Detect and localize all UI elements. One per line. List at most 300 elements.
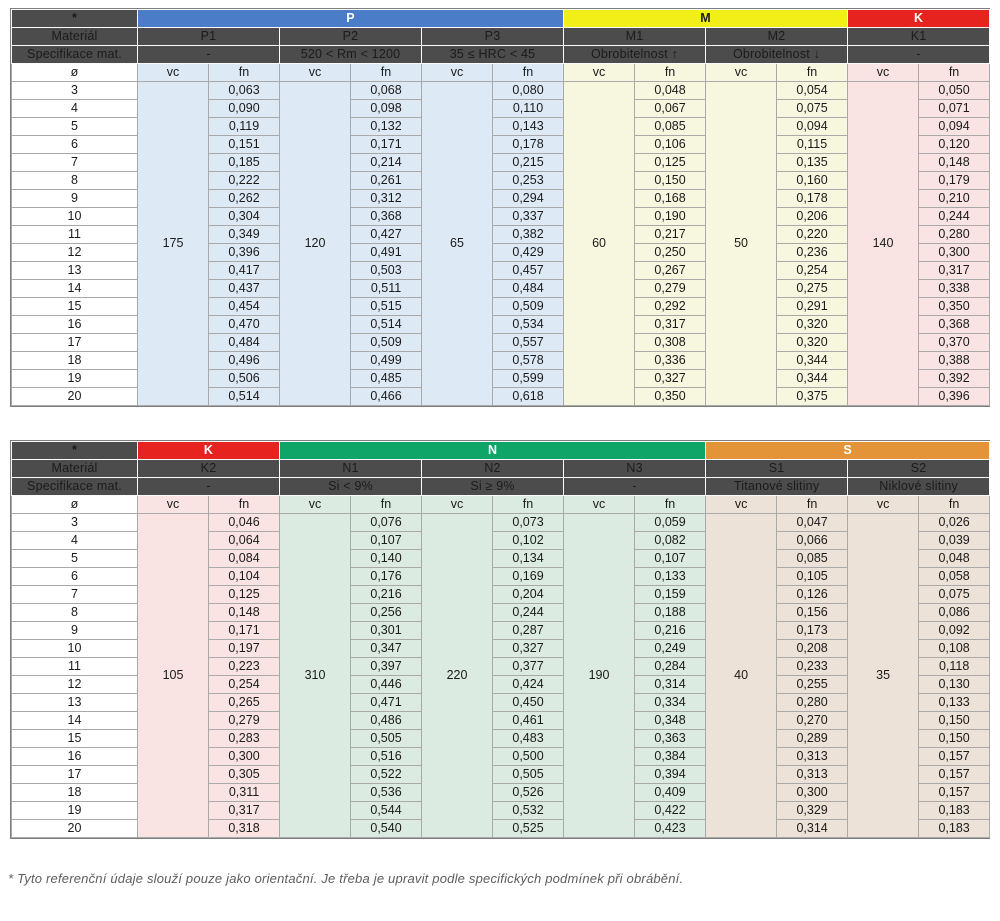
fn-value-N1: 0,471: [351, 694, 422, 712]
fn-value-S1: 0,313: [777, 766, 848, 784]
fn-value-M1: 0,217: [635, 226, 706, 244]
fn-value-S2: 0,092: [919, 622, 990, 640]
vc-value-P2: 120: [280, 82, 351, 406]
diameter-cell: 6: [12, 136, 138, 154]
fn-value-P3: 0,557: [493, 334, 564, 352]
fn-label-S2: fn: [919, 496, 990, 514]
diameter-cell: 12: [12, 244, 138, 262]
fn-value-P2: 0,312: [351, 190, 422, 208]
fn-value-S1: 0,313: [777, 748, 848, 766]
fn-value-S2: 0,157: [919, 784, 990, 802]
fn-value-P3: 0,080: [493, 82, 564, 100]
fn-value-P1: 0,417: [209, 262, 280, 280]
fn-value-P2: 0,214: [351, 154, 422, 172]
fn-value-N3: 0,334: [635, 694, 706, 712]
fn-value-N2: 0,327: [493, 640, 564, 658]
fn-value-N1: 0,301: [351, 622, 422, 640]
diameter-cell: 20: [12, 820, 138, 838]
diameter-symbol: ø: [12, 64, 138, 82]
fn-value-N2: 0,287: [493, 622, 564, 640]
fn-value-S1: 0,289: [777, 730, 848, 748]
diameter-cell: 8: [12, 604, 138, 622]
fn-value-N1: 0,446: [351, 676, 422, 694]
fn-value-N1: 0,140: [351, 550, 422, 568]
fn-value-P3: 0,337: [493, 208, 564, 226]
fn-value-K1: 0,370: [919, 334, 990, 352]
diameter-cell: 3: [12, 514, 138, 532]
diameter-cell: 17: [12, 766, 138, 784]
fn-value-N1: 0,536: [351, 784, 422, 802]
fn-value-K2: 0,279: [209, 712, 280, 730]
vc-value-N1: 310: [280, 514, 351, 838]
fn-value-S1: 0,208: [777, 640, 848, 658]
spec-P3: 35 ≤ HRC < 45: [422, 46, 564, 64]
fn-value-N3: 0,394: [635, 766, 706, 784]
fn-value-P3: 0,294: [493, 190, 564, 208]
fn-value-N3: 0,284: [635, 658, 706, 676]
fn-value-M1: 0,327: [635, 370, 706, 388]
fn-value-M2: 0,344: [777, 352, 848, 370]
diameter-cell: 7: [12, 586, 138, 604]
fn-value-P2: 0,098: [351, 100, 422, 118]
fn-value-N3: 0,249: [635, 640, 706, 658]
fn-value-S2: 0,133: [919, 694, 990, 712]
diameter-cell: 14: [12, 280, 138, 298]
fn-value-M2: 0,135: [777, 154, 848, 172]
fn-value-S2: 0,150: [919, 730, 990, 748]
diameter-cell: 18: [12, 352, 138, 370]
diameter-cell: 18: [12, 784, 138, 802]
fn-value-S1: 0,156: [777, 604, 848, 622]
fn-value-N1: 0,544: [351, 802, 422, 820]
group-band-S: S: [706, 442, 990, 460]
fn-value-M2: 0,160: [777, 172, 848, 190]
diameter-cell: 8: [12, 172, 138, 190]
fn-value-P1: 0,470: [209, 316, 280, 334]
fn-label-S1: fn: [777, 496, 848, 514]
fn-value-M2: 0,054: [777, 82, 848, 100]
fn-value-M1: 0,048: [635, 82, 706, 100]
diameter-cell: 15: [12, 730, 138, 748]
fn-value-P1: 0,514: [209, 388, 280, 406]
vc-label-P1: vc: [138, 64, 209, 82]
vc-value-S1: 40: [706, 514, 777, 838]
material-code-N2: N2: [422, 460, 564, 478]
fn-value-S1: 0,255: [777, 676, 848, 694]
fn-value-P1: 0,349: [209, 226, 280, 244]
fn-value-M2: 0,236: [777, 244, 848, 262]
spec-row-label: Specifikace mat.: [12, 478, 138, 496]
diameter-cell: 6: [12, 568, 138, 586]
fn-value-N2: 0,204: [493, 586, 564, 604]
fn-value-M2: 0,115: [777, 136, 848, 154]
fn-value-N1: 0,486: [351, 712, 422, 730]
fn-value-M1: 0,106: [635, 136, 706, 154]
fn-value-S2: 0,183: [919, 802, 990, 820]
fn-label-M2: fn: [777, 64, 848, 82]
fn-value-K1: 0,094: [919, 118, 990, 136]
fn-value-M2: 0,075: [777, 100, 848, 118]
fn-value-S1: 0,085: [777, 550, 848, 568]
fn-value-P1: 0,304: [209, 208, 280, 226]
fn-value-M1: 0,067: [635, 100, 706, 118]
diameter-cell: 12: [12, 676, 138, 694]
spec-N3: -: [564, 478, 706, 496]
fn-value-K1: 0,244: [919, 208, 990, 226]
fn-value-K1: 0,392: [919, 370, 990, 388]
fn-value-M1: 0,190: [635, 208, 706, 226]
fn-value-M2: 0,094: [777, 118, 848, 136]
diameter-cell: 13: [12, 262, 138, 280]
fn-value-P1: 0,506: [209, 370, 280, 388]
fn-value-N3: 0,188: [635, 604, 706, 622]
vc-label-K2: vc: [138, 496, 209, 514]
fn-value-S2: 0,157: [919, 748, 990, 766]
fn-value-K2: 0,311: [209, 784, 280, 802]
diameter-cell: 5: [12, 118, 138, 136]
vc-label-N1: vc: [280, 496, 351, 514]
cutting-data-grid: [11, 441, 990, 838]
fn-value-S2: 0,048: [919, 550, 990, 568]
fn-value-M2: 0,206: [777, 208, 848, 226]
fn-value-N2: 0,424: [493, 676, 564, 694]
vc-label-M1: vc: [564, 64, 635, 82]
fn-value-P2: 0,509: [351, 334, 422, 352]
fn-value-N3: 0,384: [635, 748, 706, 766]
fn-value-S2: 0,086: [919, 604, 990, 622]
cutting-data-table-1: [10, 8, 990, 407]
vc-value-M2: 50: [706, 82, 777, 406]
fn-value-K1: 0,071: [919, 100, 990, 118]
diameter-cell: 16: [12, 316, 138, 334]
fn-value-K1: 0,280: [919, 226, 990, 244]
fn-value-P2: 0,499: [351, 352, 422, 370]
fn-value-P2: 0,068: [351, 82, 422, 100]
fn-value-N1: 0,216: [351, 586, 422, 604]
fn-value-K2: 0,046: [209, 514, 280, 532]
fn-value-S1: 0,233: [777, 658, 848, 676]
fn-value-K1: 0,388: [919, 352, 990, 370]
diameter-cell: 9: [12, 622, 138, 640]
fn-value-S2: 0,130: [919, 676, 990, 694]
material-row-label: Materiál: [12, 28, 138, 46]
fn-value-P3: 0,457: [493, 262, 564, 280]
fn-value-N3: 0,363: [635, 730, 706, 748]
fn-value-M2: 0,178: [777, 190, 848, 208]
group-band-K: K: [848, 10, 990, 28]
fn-value-N1: 0,505: [351, 730, 422, 748]
fn-value-K1: 0,350: [919, 298, 990, 316]
fn-value-P2: 0,514: [351, 316, 422, 334]
fn-value-K1: 0,050: [919, 82, 990, 100]
fn-value-M1: 0,308: [635, 334, 706, 352]
fn-value-S1: 0,126: [777, 586, 848, 604]
spec-M2: Obrobitelnost ↓: [706, 46, 848, 64]
vc-value-N2: 220: [422, 514, 493, 838]
fn-value-P2: 0,427: [351, 226, 422, 244]
fn-value-K1: 0,396: [919, 388, 990, 406]
fn-value-P3: 0,599: [493, 370, 564, 388]
spec-row-label: Specifikace mat.: [12, 46, 138, 64]
diameter-cell: 5: [12, 550, 138, 568]
fn-value-K2: 0,254: [209, 676, 280, 694]
material-code-M1: M1: [564, 28, 706, 46]
footnote: * Tyto referenční údaje slouží pouze jako orientační. Je třeba je upravit podle specifických podmínek při obrábění.: [8, 871, 684, 886]
fn-value-M1: 0,292: [635, 298, 706, 316]
fn-value-S1: 0,300: [777, 784, 848, 802]
group-band-P: P: [138, 10, 564, 28]
fn-value-P3: 0,509: [493, 298, 564, 316]
fn-value-P3: 0,618: [493, 388, 564, 406]
asterisk-cell: *: [12, 10, 138, 28]
fn-value-P3: 0,178: [493, 136, 564, 154]
group-band-M: M: [564, 10, 848, 28]
fn-value-P2: 0,485: [351, 370, 422, 388]
diameter-cell: 4: [12, 532, 138, 550]
material-code-K1: K1: [848, 28, 990, 46]
fn-value-N2: 0,169: [493, 568, 564, 586]
fn-value-P1: 0,484: [209, 334, 280, 352]
spec-K1: -: [848, 46, 990, 64]
fn-label-K1: fn: [919, 64, 990, 82]
fn-value-N2: 0,450: [493, 694, 564, 712]
fn-value-S2: 0,183: [919, 820, 990, 838]
spec-M1: Obrobitelnost ↑: [564, 46, 706, 64]
fn-value-N3: 0,107: [635, 550, 706, 568]
fn-value-N2: 0,483: [493, 730, 564, 748]
fn-value-K2: 0,283: [209, 730, 280, 748]
spec-N1: Si < 9%: [280, 478, 422, 496]
fn-value-S2: 0,150: [919, 712, 990, 730]
fn-value-P1: 0,262: [209, 190, 280, 208]
fn-value-N2: 0,525: [493, 820, 564, 838]
fn-value-P1: 0,496: [209, 352, 280, 370]
fn-value-P1: 0,437: [209, 280, 280, 298]
fn-value-S1: 0,105: [777, 568, 848, 586]
diameter-cell: 11: [12, 226, 138, 244]
spec-K2: -: [138, 478, 280, 496]
spec-P1: -: [138, 46, 280, 64]
fn-value-K1: 0,338: [919, 280, 990, 298]
fn-value-K2: 0,171: [209, 622, 280, 640]
diameter-cell: 14: [12, 712, 138, 730]
fn-value-S1: 0,173: [777, 622, 848, 640]
diameter-cell: 7: [12, 154, 138, 172]
vc-value-P1: 175: [138, 82, 209, 406]
fn-value-M1: 0,250: [635, 244, 706, 262]
fn-value-K1: 0,300: [919, 244, 990, 262]
fn-value-N2: 0,102: [493, 532, 564, 550]
fn-value-N1: 0,516: [351, 748, 422, 766]
fn-value-N1: 0,397: [351, 658, 422, 676]
diameter-cell: 10: [12, 208, 138, 226]
vc-label-N2: vc: [422, 496, 493, 514]
vc-value-S2: 35: [848, 514, 919, 838]
fn-value-K2: 0,265: [209, 694, 280, 712]
fn-value-M1: 0,168: [635, 190, 706, 208]
fn-value-P1: 0,396: [209, 244, 280, 262]
fn-value-P1: 0,090: [209, 100, 280, 118]
fn-value-P2: 0,368: [351, 208, 422, 226]
fn-value-N3: 0,348: [635, 712, 706, 730]
material-code-S1: S1: [706, 460, 848, 478]
fn-value-M1: 0,317: [635, 316, 706, 334]
vc-value-K1: 140: [848, 82, 919, 406]
fn-value-K2: 0,064: [209, 532, 280, 550]
diameter-cell: 3: [12, 82, 138, 100]
diameter-cell: 20: [12, 388, 138, 406]
diameter-cell: 4: [12, 100, 138, 118]
fn-value-S2: 0,108: [919, 640, 990, 658]
diameter-cell: 19: [12, 802, 138, 820]
fn-value-N1: 0,347: [351, 640, 422, 658]
fn-value-N2: 0,244: [493, 604, 564, 622]
fn-value-P3: 0,110: [493, 100, 564, 118]
fn-value-S1: 0,329: [777, 802, 848, 820]
fn-value-N1: 0,540: [351, 820, 422, 838]
material-code-S2: S2: [848, 460, 990, 478]
fn-value-M2: 0,291: [777, 298, 848, 316]
diameter-symbol: ø: [12, 496, 138, 514]
fn-value-P2: 0,466: [351, 388, 422, 406]
fn-value-N3: 0,423: [635, 820, 706, 838]
fn-value-S1: 0,314: [777, 820, 848, 838]
vc-label-K1: vc: [848, 64, 919, 82]
fn-value-P2: 0,171: [351, 136, 422, 154]
fn-value-K2: 0,223: [209, 658, 280, 676]
diameter-cell: 19: [12, 370, 138, 388]
fn-value-P1: 0,119: [209, 118, 280, 136]
fn-value-N1: 0,176: [351, 568, 422, 586]
vc-value-K2: 105: [138, 514, 209, 838]
cutting-data-grid: [11, 9, 990, 406]
fn-value-P1: 0,454: [209, 298, 280, 316]
cutting-data-table-2: [10, 440, 990, 839]
fn-value-N3: 0,059: [635, 514, 706, 532]
vc-label-S2: vc: [848, 496, 919, 514]
vc-value-P3: 65: [422, 82, 493, 406]
diameter-cell: 17: [12, 334, 138, 352]
fn-label-P3: fn: [493, 64, 564, 82]
material-code-N3: N3: [564, 460, 706, 478]
fn-label-N1: fn: [351, 496, 422, 514]
fn-value-N3: 0,082: [635, 532, 706, 550]
fn-value-S1: 0,047: [777, 514, 848, 532]
fn-value-M1: 0,279: [635, 280, 706, 298]
fn-value-N1: 0,522: [351, 766, 422, 784]
fn-value-P3: 0,382: [493, 226, 564, 244]
fn-label-K2: fn: [209, 496, 280, 514]
fn-value-K1: 0,148: [919, 154, 990, 172]
group-band-N: N: [280, 442, 706, 460]
fn-value-K2: 0,300: [209, 748, 280, 766]
fn-value-S2: 0,075: [919, 586, 990, 604]
fn-value-P3: 0,534: [493, 316, 564, 334]
fn-value-M1: 0,336: [635, 352, 706, 370]
fn-value-K1: 0,368: [919, 316, 990, 334]
fn-value-N3: 0,409: [635, 784, 706, 802]
fn-value-P2: 0,491: [351, 244, 422, 262]
material-code-M2: M2: [706, 28, 848, 46]
fn-value-K1: 0,179: [919, 172, 990, 190]
fn-value-M1: 0,150: [635, 172, 706, 190]
fn-value-M2: 0,254: [777, 262, 848, 280]
fn-value-M1: 0,125: [635, 154, 706, 172]
fn-value-P2: 0,515: [351, 298, 422, 316]
fn-value-S2: 0,118: [919, 658, 990, 676]
fn-label-N3: fn: [635, 496, 706, 514]
fn-value-K2: 0,318: [209, 820, 280, 838]
fn-value-P2: 0,132: [351, 118, 422, 136]
fn-value-P2: 0,503: [351, 262, 422, 280]
diameter-cell: 9: [12, 190, 138, 208]
fn-label-M1: fn: [635, 64, 706, 82]
fn-value-N3: 0,314: [635, 676, 706, 694]
fn-label-P1: fn: [209, 64, 280, 82]
material-code-N1: N1: [280, 460, 422, 478]
fn-value-M1: 0,085: [635, 118, 706, 136]
diameter-cell: 10: [12, 640, 138, 658]
fn-value-N3: 0,133: [635, 568, 706, 586]
fn-value-N1: 0,256: [351, 604, 422, 622]
fn-value-K2: 0,104: [209, 568, 280, 586]
vc-value-M1: 60: [564, 82, 635, 406]
fn-value-N2: 0,377: [493, 658, 564, 676]
fn-value-M2: 0,320: [777, 334, 848, 352]
fn-value-S2: 0,157: [919, 766, 990, 784]
fn-label-N2: fn: [493, 496, 564, 514]
fn-value-N2: 0,134: [493, 550, 564, 568]
fn-value-N1: 0,107: [351, 532, 422, 550]
vc-label-M2: vc: [706, 64, 777, 82]
fn-value-K1: 0,120: [919, 136, 990, 154]
fn-value-M2: 0,344: [777, 370, 848, 388]
material-code-P3: P3: [422, 28, 564, 46]
group-band-K: K: [138, 442, 280, 460]
fn-value-K2: 0,084: [209, 550, 280, 568]
fn-value-S1: 0,270: [777, 712, 848, 730]
fn-value-S1: 0,280: [777, 694, 848, 712]
fn-value-N2: 0,500: [493, 748, 564, 766]
vc-label-P3: vc: [422, 64, 493, 82]
material-code-P2: P2: [280, 28, 422, 46]
fn-value-P1: 0,151: [209, 136, 280, 154]
material-code-P1: P1: [138, 28, 280, 46]
fn-value-N2: 0,526: [493, 784, 564, 802]
fn-value-M2: 0,320: [777, 316, 848, 334]
fn-value-P1: 0,185: [209, 154, 280, 172]
fn-value-P2: 0,511: [351, 280, 422, 298]
fn-value-P3: 0,484: [493, 280, 564, 298]
fn-value-M1: 0,267: [635, 262, 706, 280]
vc-value-N3: 190: [564, 514, 635, 838]
fn-value-S1: 0,066: [777, 532, 848, 550]
spec-S2: Niklové slitiny: [848, 478, 990, 496]
fn-value-P3: 0,215: [493, 154, 564, 172]
fn-value-N3: 0,422: [635, 802, 706, 820]
fn-value-N2: 0,073: [493, 514, 564, 532]
fn-value-P3: 0,429: [493, 244, 564, 262]
fn-value-K2: 0,125: [209, 586, 280, 604]
fn-value-P3: 0,578: [493, 352, 564, 370]
fn-value-N1: 0,076: [351, 514, 422, 532]
fn-value-K1: 0,210: [919, 190, 990, 208]
fn-value-K2: 0,197: [209, 640, 280, 658]
diameter-cell: 15: [12, 298, 138, 316]
fn-value-K2: 0,305: [209, 766, 280, 784]
fn-value-S2: 0,039: [919, 532, 990, 550]
fn-value-S2: 0,058: [919, 568, 990, 586]
